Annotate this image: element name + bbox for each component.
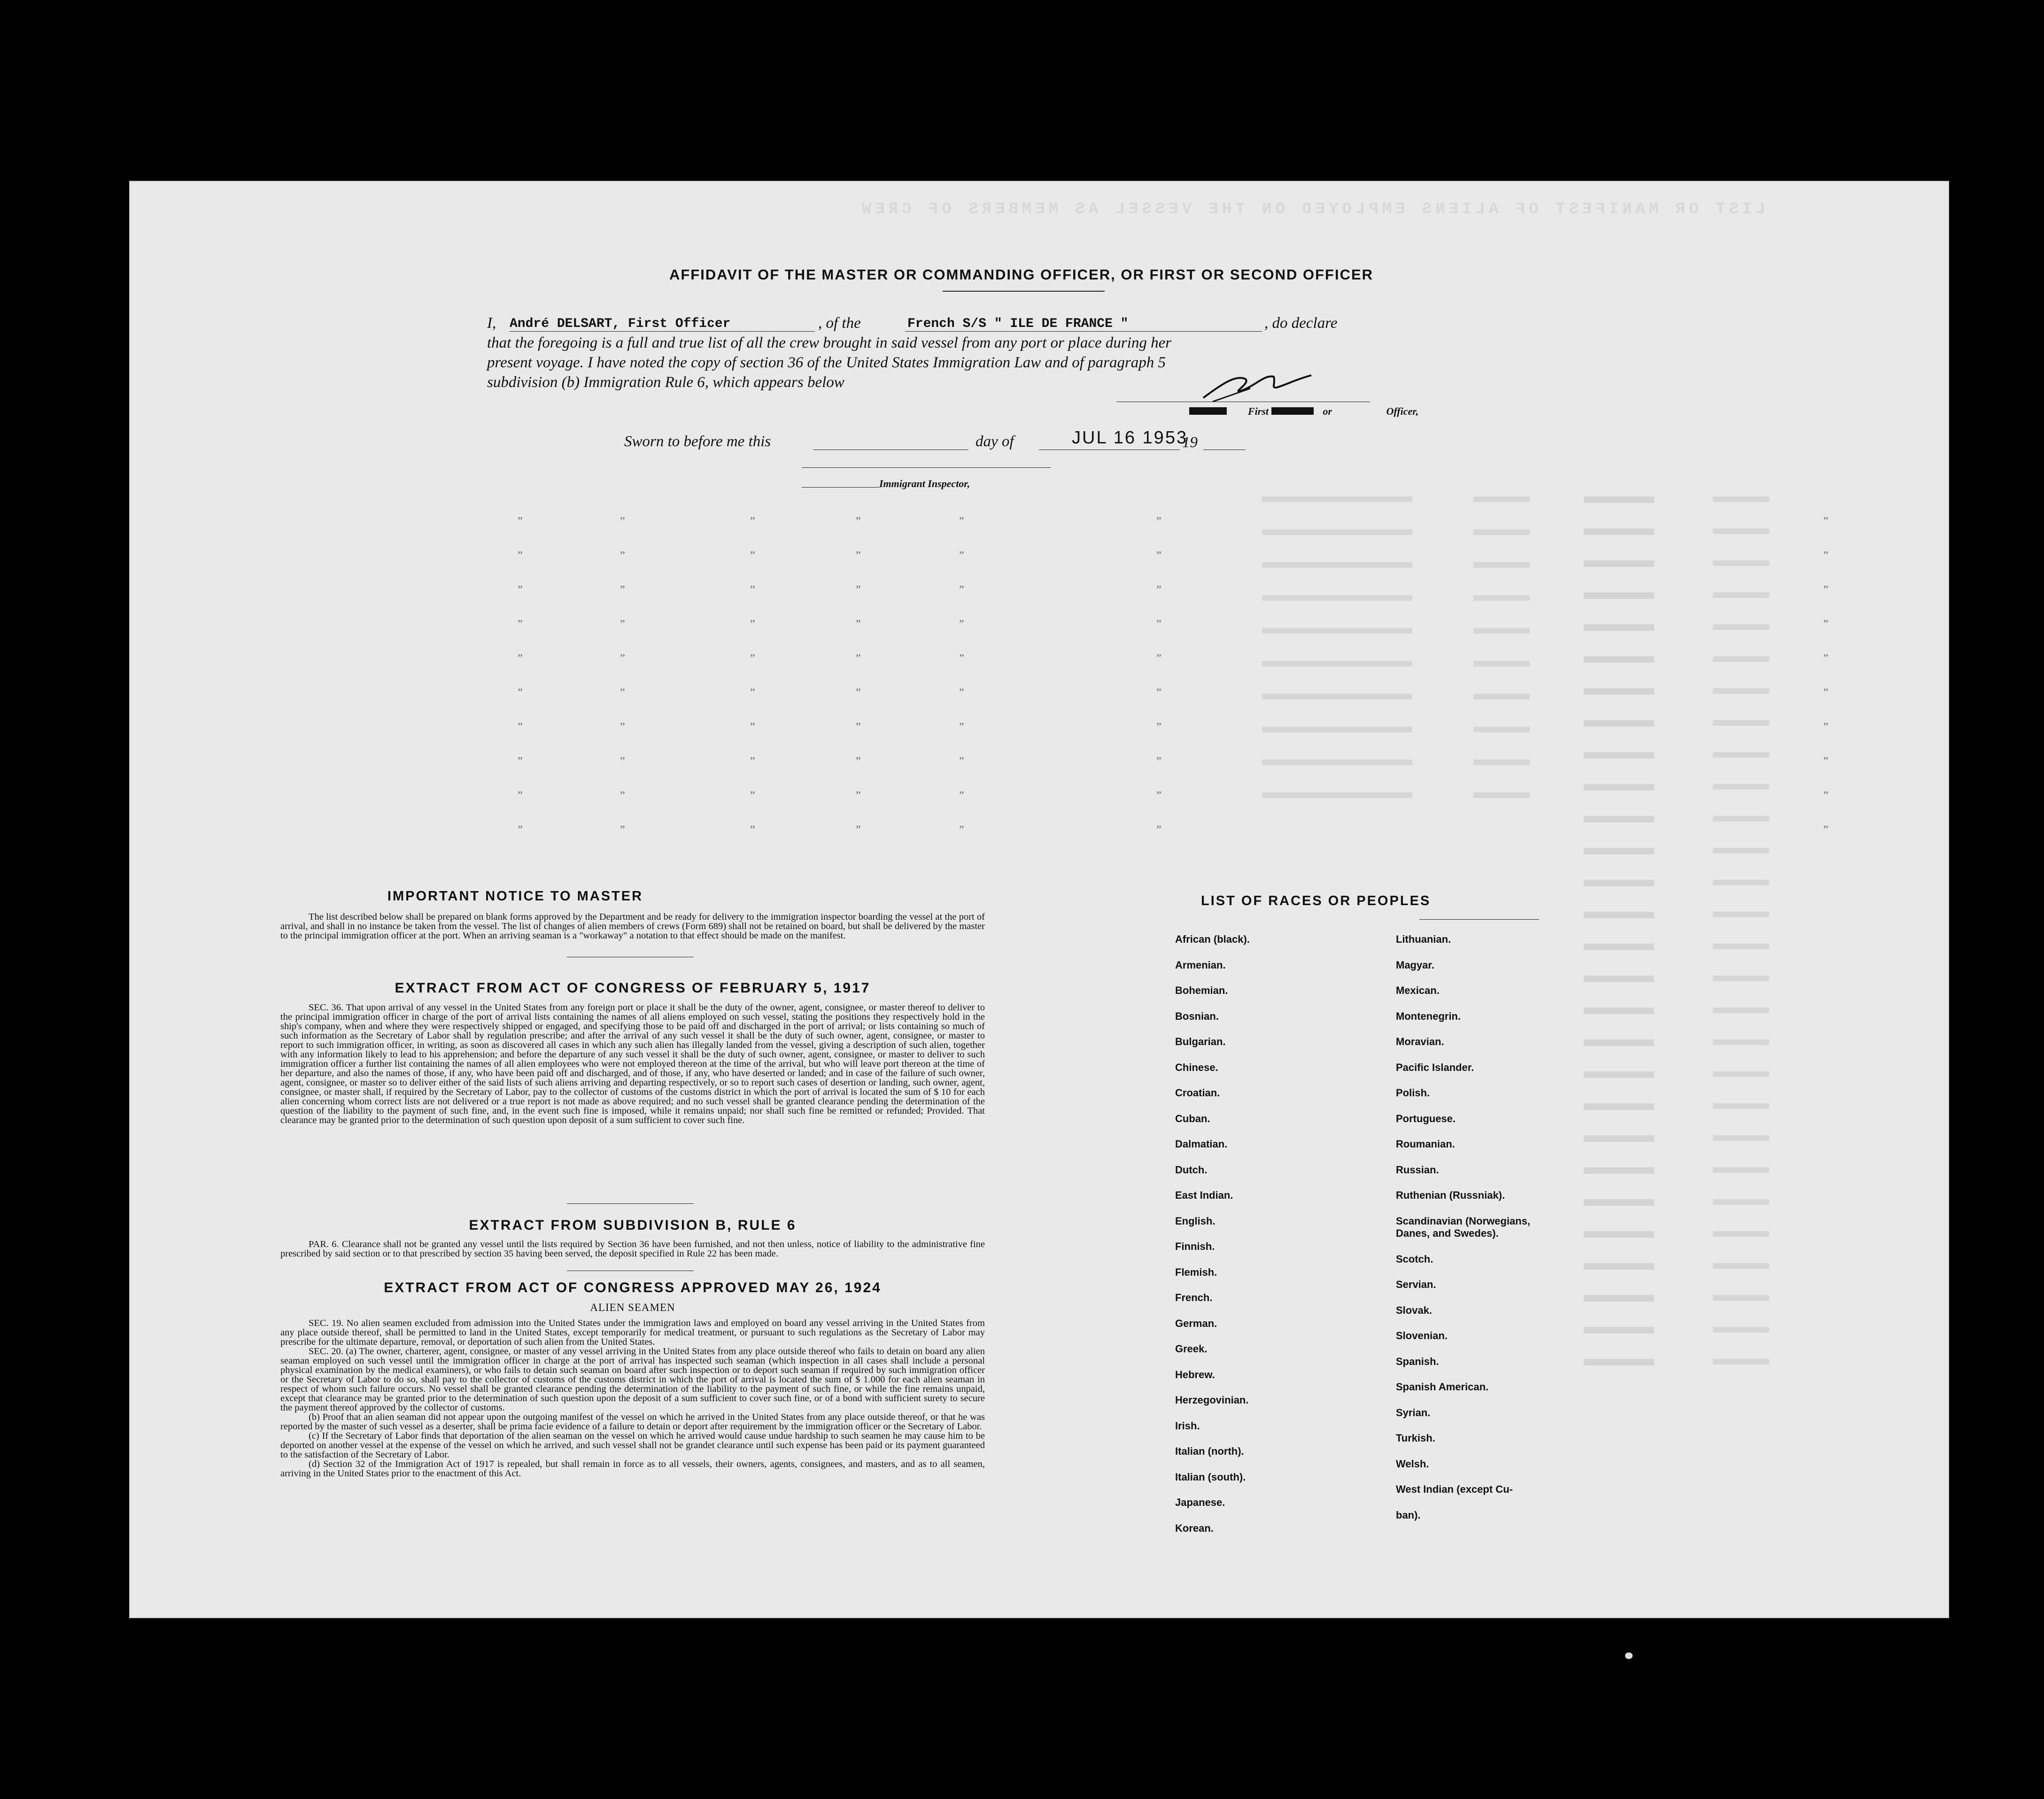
ditto-mark: ” bbox=[1156, 618, 1161, 630]
race-item: French. bbox=[1175, 1292, 1213, 1303]
subdivision-title: EXTRACT FROM SUBDIVISION B, RULE 6 bbox=[469, 1217, 797, 1233]
race-item: Montenegrin. bbox=[1396, 1010, 1461, 1022]
races-right-column bbox=[1396, 933, 1631, 1544]
declaration-line-3: present voyage. I have noted the copy of section 36 of the United States Immigration Law and of paragraph 5 bbox=[487, 354, 1166, 371]
ditto-mark: ” bbox=[620, 687, 625, 699]
ditto-mark: ” bbox=[959, 584, 964, 596]
race-item: Herzegovinian. bbox=[1175, 1394, 1249, 1406]
race-item: Finnish. bbox=[1175, 1241, 1215, 1252]
section-20b-paragraph: (b) Proof that an alien seaman did not appear upon the outgoing manifest of the vessel on which he arrived in the United States from any place outside thereof, or that he was reported by the master of such vessel as a deserter, shall be prima facie evidence of a failure to detain or deport after requirement by the immigration officer or the Secretary of Labor. bbox=[280, 1412, 985, 1432]
notice-title: IMPORTANT NOTICE TO MASTER bbox=[387, 889, 643, 904]
ditto-mark: ” bbox=[856, 550, 861, 562]
section-20c-paragraph: (c) If the Secretary of Labor finds that deportation of the alien seaman on the vessel on which he arrived would cause undue hardship to such seamen he may cause him to be deported on another vessel at the expense of the vessel on which he arrived, and such vessel shall not be grandet clearance until such expense has been paid or its payment guaranteed to the satisfaction of the Secretary of Labor. bbox=[280, 1431, 985, 1460]
ditto-mark: ” bbox=[959, 721, 964, 733]
ditto-mark: ” bbox=[620, 515, 625, 527]
race-item: Dalmatian. bbox=[1175, 1138, 1228, 1150]
race-item: Magyar. bbox=[1396, 959, 1434, 971]
inspector-caption: Immigrant Inspector, bbox=[879, 478, 970, 489]
race-item: Croatian. bbox=[1175, 1087, 1220, 1099]
ditto-mark: ” bbox=[856, 824, 861, 836]
race-item: Bosnian. bbox=[1175, 1010, 1219, 1022]
alien-seamen-subtitle: ALIEN SEAMEN bbox=[590, 1302, 675, 1313]
extract-1917-text bbox=[280, 1003, 985, 1125]
officer-name: André DELSART, First Officer bbox=[510, 317, 731, 331]
inspector-signature-line bbox=[802, 467, 1051, 468]
ditto-mark: ” bbox=[1156, 550, 1161, 562]
sworn-day-label: day of bbox=[976, 433, 1014, 450]
race-item: Spanish. bbox=[1396, 1355, 1439, 1367]
inspector-short-line bbox=[802, 487, 879, 488]
ditto-mark: ” bbox=[620, 824, 625, 836]
extract-1924-title: EXTRACT FROM ACT OF CONGRESS APPROVED MAY 26, 1924 bbox=[384, 1280, 882, 1295]
race-item: East Indian. bbox=[1175, 1189, 1233, 1201]
race-item: Moravian. bbox=[1396, 1036, 1444, 1047]
declare-label: , do declare bbox=[1264, 315, 1338, 332]
race-item: Chinese. bbox=[1175, 1061, 1218, 1073]
race-item: Syrian. bbox=[1396, 1406, 1431, 1419]
ditto-mark: ” bbox=[856, 515, 861, 527]
section-20d-paragraph: (d) Section 32 of the Immigration Act of 1917 is repealed, but shall remain in force as to all vessels, their owners, agents, consignees, and masters, and as to all seamen, arriving in the United States prior to the enactment of this Act. bbox=[280, 1459, 985, 1479]
race-item: Slovak. bbox=[1396, 1304, 1432, 1316]
date-stamp: JUL 16 1953 bbox=[1072, 428, 1188, 448]
ditto-mark: ” bbox=[620, 721, 625, 733]
ditto-mark: ” bbox=[518, 755, 523, 768]
ditto-mark: ” bbox=[750, 824, 755, 836]
ditto-mark: ” bbox=[518, 721, 523, 733]
section-19-paragraph: SEC. 19. No alien seamen excluded from admission into the United States under the immigration laws and employed on board any vessel arriving in the United States from any place outside thereof, shall be permitted to land in the United States, except temporarily for medical treatment, or pursuant to such regulations as the Secretary of Labor may prescribe for the ultimate departure, removal, or deportation of such alien from the United States. bbox=[280, 1318, 985, 1347]
officer-signature bbox=[1194, 365, 1335, 412]
race-item: Turkish. bbox=[1396, 1432, 1435, 1444]
ditto-mark: ” bbox=[620, 618, 625, 630]
section-20a-paragraph: SEC. 20. (a) The owner, charterer, agent, consignee, or master of any vessel arriving in the United States from any place outside thereof who fails to detain on board any alien seaman employed on such vessel until the immigration officer in charge at the port of arrival has inspected such seaman (which inspection in all cases shall include a personal physical examination by the medical examiners), or who fails to detain such seaman on board after such inspection or to deport such seaman if required by such immigration officer or the Secretary of Labor to do so, shall pay to the collector of customs of the customs district in which the port of arrival is located the sum of $ 1.000 for each alien seaman in respect of whom such failure occurs. No vessel shall be granted clearance pending the determination of the liability to the payment of such fine, or while the fine remains unpaid, except that clearance may be granted prior to the determination of such question upon the deposit of a sum sufficient to cover such fine, or of a bond with sufficient surety to secure the payment thereof approved by the collector of customs. bbox=[280, 1346, 985, 1413]
ditto-mark: ” bbox=[750, 790, 755, 802]
ditto-mark: ” bbox=[1823, 652, 1828, 665]
race-item: Scandinavian (Norwegians, bbox=[1396, 1215, 1531, 1227]
race-item: Polish. bbox=[1396, 1087, 1430, 1099]
ditto-mark: ” bbox=[856, 652, 861, 665]
affidavit-title: AFFIDAVIT OF THE MASTER OR COMMANDING OFFICER, OR FIRST OR SECOND OFFICER bbox=[669, 266, 1374, 283]
ditto-mark: ” bbox=[518, 550, 523, 562]
ditto-mark: ” bbox=[518, 687, 523, 699]
signature-caption: First or Officer, bbox=[1248, 405, 1419, 417]
ditto-mark: ” bbox=[518, 584, 523, 596]
race-item: Ruthenian (Russniak). bbox=[1396, 1189, 1505, 1201]
speck bbox=[1625, 1652, 1633, 1659]
race-item: Servian. bbox=[1396, 1279, 1436, 1290]
race-item: Italian (north). bbox=[1175, 1445, 1244, 1457]
ditto-mark: ” bbox=[959, 687, 964, 699]
declaration-line-4: subdivision (b) Immigration Rule 6, which appears below bbox=[487, 374, 844, 391]
ditto-mark: ” bbox=[1156, 755, 1161, 768]
ditto-mark: ” bbox=[959, 550, 964, 562]
ditto-mark: ” bbox=[518, 790, 523, 802]
ditto-mark: ” bbox=[750, 550, 755, 562]
paragraph-6: PAR. 6. Clearance shall not be granted any vessel until the lists required by Section 36 have been furnished, and not then unless, notice of liability to the administrative fine prescribed by said section or to that prescribed by section 35 having been served, the deposit specified in Rule 22 has been made. bbox=[280, 1239, 985, 1259]
race-item: Armenian. bbox=[1175, 959, 1226, 971]
race-item: Italian (south). bbox=[1175, 1471, 1246, 1483]
race-item: Danes, and Swedes). bbox=[1396, 1227, 1499, 1239]
ditto-mark: ” bbox=[750, 755, 755, 768]
race-item: West Indian (except Cu- bbox=[1396, 1483, 1513, 1495]
ditto-mark: ” bbox=[518, 618, 523, 630]
ditto-mark: ” bbox=[959, 515, 964, 527]
name-line bbox=[510, 331, 815, 332]
races-title: LIST OF RACES OR PEOPLES bbox=[1201, 893, 1431, 908]
ditto-mark: ” bbox=[959, 618, 964, 630]
ditto-mark: ” bbox=[620, 550, 625, 562]
race-item: Japanese. bbox=[1175, 1497, 1225, 1508]
notice-paragraph: The list described below shall be prepared on blank forms approved by the Department and be ready for delivery to the immigration inspector boarding the vessel at the port of arrival, and shall in no instance be taken from the vessel. The list of changes of alien members of crews (Form 689) shall not be retained on board, but shall be delivered by the master to the principal immigration officer at the port. When an arriving seaman is a "workaway" a notation to that effect should be made on the manifest. bbox=[280, 912, 985, 941]
ditto-mark: ” bbox=[1156, 721, 1161, 733]
ditto-mark: ” bbox=[1156, 790, 1161, 802]
ditto-mark: ” bbox=[1823, 687, 1828, 699]
race-item: Cuban. bbox=[1175, 1112, 1210, 1124]
ditto-mark: ” bbox=[1823, 790, 1828, 802]
race-item: Dutch. bbox=[1175, 1163, 1208, 1176]
ditto-mark: ” bbox=[620, 652, 625, 665]
ditto-mark: ” bbox=[1823, 584, 1828, 596]
race-item: Mexican. bbox=[1396, 985, 1440, 996]
ditto-mark: ” bbox=[1823, 550, 1828, 562]
race-item: Russian. bbox=[1396, 1163, 1439, 1176]
ditto-mark: ” bbox=[1823, 721, 1828, 733]
ditto-mark: ” bbox=[750, 515, 755, 527]
ditto-mark: ” bbox=[750, 584, 755, 596]
extract-1917-title: EXTRACT FROM ACT OF CONGRESS OF FEBRUARY 5, 1917 bbox=[395, 980, 871, 996]
ditto-mark: ” bbox=[1156, 687, 1161, 699]
ditto-mark: ” bbox=[856, 790, 861, 802]
section-36-paragraph: SEC. 36. That upon arrival of any vessel in the United States from any foreign port or place it shall be the duty of the owner, agent, consignee, or master thereof to deliver to the principal immigration officer in charge of the port of arrival lists containing the names of all aliens employed on such vessel, stating the positions they respectively hold in the ship's company, when and where they were respectively shipped or engaged, and specifying those to be paid off and discharged in the port of arrival; or lists containing so much of such information as the Secretary of Labor shall by regulation prescribe; and after the arrival of any such vessel it shall be the duty of such owner, agent, consignee, or master to report to such immigration officer, in writing, as soon as discovered all cases in which any such alien has illegally landed from the vessel, giving a description of such alien, together with any information likely to lead to his apprehension; and before the departure of any such vessel it shall be the duty of such owner, agent, consignee, or master to deliver to such immigration officer a further list containing the names of all alien employees who were not employed thereon at the time of the arrival, but who will leave port thereon at the time of her departure, and also the names of those, if any, who have been paid off and discharged, and of those, if any, who have deserted or landed; and in case of the failure of such owner, agent, consignee, or master so to deliver either of the said lists of such aliens arriving and departing respectively, or so to report such cases of desertion or landing, such owner, agent, consignee, or master shall, if required by the Secretary of Labor, pay to the collector of customs of the customs district in which the port of arrival is located the sum of $ 10 for each alien concerning whom correct lists are not delivered or a true report is not made as above required; and no such vessel shall be granted clearance pending the determination of the question of the liability to the payment of such fine, and, in the event such fine is imposed, while it remains unpaid; nor shall such fine be remitted or refunded; Provided. That clearance may be granted prior to the determination of such question upon deposit of a sum sufficient to cover such fine. bbox=[280, 1002, 985, 1125]
races-left-column bbox=[1175, 933, 1410, 1544]
ditto-mark: ” bbox=[856, 618, 861, 630]
vessel-name: French S/S " ILE DE FRANCE " bbox=[907, 317, 1129, 331]
race-item: English. bbox=[1175, 1215, 1216, 1227]
ditto-mark: ” bbox=[1156, 652, 1161, 665]
race-item: African (black). bbox=[1175, 933, 1250, 945]
ditto-mark: ” bbox=[620, 584, 625, 596]
race-item: Scotch. bbox=[1396, 1253, 1433, 1265]
ditto-mark: ” bbox=[856, 584, 861, 596]
race-item: Flemish. bbox=[1175, 1266, 1217, 1278]
ditto-mark: ” bbox=[750, 721, 755, 733]
ditto-mark: ” bbox=[518, 515, 523, 527]
race-item: Korean. bbox=[1175, 1522, 1214, 1534]
of-the-label: , of the bbox=[818, 315, 861, 332]
ditto-mark: ” bbox=[750, 652, 755, 665]
race-item: Bohemian. bbox=[1175, 985, 1228, 996]
declaration-prefix: I, bbox=[487, 315, 496, 332]
race-item: Bulgarian. bbox=[1175, 1036, 1226, 1047]
extract-1917-divider bbox=[567, 1203, 694, 1204]
notice-text bbox=[280, 912, 985, 940]
race-item: Roumanian. bbox=[1396, 1138, 1455, 1150]
ditto-mark: ” bbox=[1156, 824, 1161, 836]
sworn-prefix: Sworn to before me this bbox=[624, 433, 771, 450]
signature-redaction bbox=[1189, 407, 1227, 415]
declaration-line-2: that the foregoing is a full and true list of all the crew brought in said vessel from any port or place during her bbox=[487, 334, 1172, 351]
ditto-mark: ” bbox=[856, 721, 861, 733]
ditto-mark: ” bbox=[1823, 824, 1828, 836]
ditto-mark: ” bbox=[1156, 515, 1161, 527]
ditto-mark: ” bbox=[959, 790, 964, 802]
race-item: Spanish American. bbox=[1396, 1381, 1489, 1393]
ditto-mark: ” bbox=[856, 755, 861, 768]
show-through-header: LIST OR MANIFEST OF ALIENS EMPLOYED ON THE VESSEL AS MEMBERS OF CREW bbox=[858, 201, 1765, 218]
race-item: Portuguese. bbox=[1396, 1112, 1456, 1124]
year-prefix: 19 bbox=[1182, 434, 1198, 451]
ditto-mark: ” bbox=[518, 824, 523, 836]
ditto-mark: ” bbox=[959, 755, 964, 768]
ditto-mark: ” bbox=[1823, 755, 1828, 768]
ditto-mark: ” bbox=[856, 687, 861, 699]
race-item: German. bbox=[1175, 1317, 1217, 1329]
race-item: Irish. bbox=[1175, 1419, 1200, 1432]
ditto-mark: ” bbox=[620, 790, 625, 802]
ditto-mark: ” bbox=[1823, 515, 1828, 527]
race-item: Slovenian. bbox=[1396, 1330, 1448, 1341]
ditto-mark: ” bbox=[959, 652, 964, 665]
ditto-mark: ” bbox=[518, 652, 523, 665]
title-underline bbox=[943, 291, 1105, 292]
ditto-mark: ” bbox=[959, 824, 964, 836]
ditto-mark: ” bbox=[750, 687, 755, 699]
race-item: ban). bbox=[1396, 1509, 1421, 1521]
race-item: Pacific Islander. bbox=[1396, 1061, 1474, 1073]
race-item: Hebrew. bbox=[1175, 1368, 1215, 1380]
race-item: Lithuanian. bbox=[1396, 933, 1451, 945]
race-item: Welsh. bbox=[1396, 1458, 1429, 1470]
ditto-mark: ” bbox=[750, 618, 755, 630]
races-divider bbox=[1419, 919, 1539, 920]
ditto-marks bbox=[130, 182, 1950, 886]
race-item: Greek. bbox=[1175, 1343, 1208, 1355]
ditto-mark: ” bbox=[620, 755, 625, 768]
vessel-line bbox=[905, 331, 1262, 332]
ditto-mark: ” bbox=[1823, 618, 1828, 630]
ditto-mark: ” bbox=[1156, 584, 1161, 596]
subdivision-text bbox=[280, 1240, 985, 1258]
extract-1924-text bbox=[280, 1318, 985, 1478]
document-page bbox=[129, 181, 1949, 1618]
